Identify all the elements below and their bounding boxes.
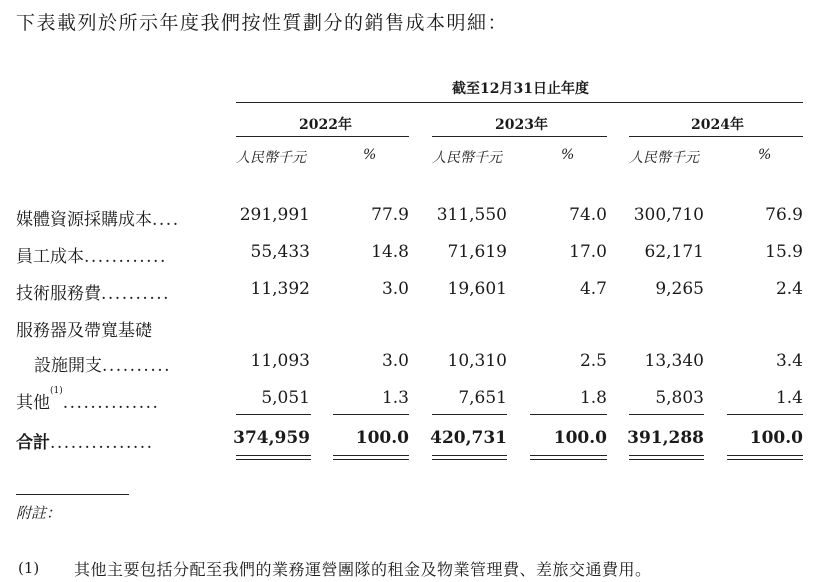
total-double-rule-2022-percent-top — [333, 455, 409, 456]
year-2023: 2023年 — [495, 117, 548, 133]
value-others-2024-percent: 1.4 — [775, 388, 803, 408]
total-2024-amount: 391,288 — [627, 428, 704, 448]
value-staff-2024-amount: 62,171 — [644, 242, 704, 262]
value-tech-2023-percent: 4.7 — [579, 279, 607, 299]
total-double-rule-2022-percent-bottom — [333, 459, 409, 460]
row-label-staff: 員工成本............ — [16, 247, 167, 267]
year-2022: 2022年 — [299, 117, 352, 133]
total-double-rule-2024-percent-top — [727, 455, 803, 456]
value-media-2024-percent: 76.9 — [765, 205, 803, 225]
value-staff-2024-percent: 15.9 — [765, 242, 803, 262]
unit-percent-2023: % — [561, 147, 575, 163]
total-double-rule-2024-percent-bottom — [727, 459, 803, 460]
value-others-2024-amount: 5,803 — [655, 388, 704, 408]
subtotal-rule-2023-percent — [530, 414, 607, 415]
year-rule-2022 — [236, 136, 409, 137]
value-server-2022-percent: 3.0 — [381, 351, 409, 371]
row-label-others: 其他$^{(1)}$.............. — [16, 386, 160, 413]
footnote-number: (1) — [18, 559, 40, 577]
unit-currency-2022: 人民幣千元 — [236, 150, 306, 166]
value-server-2024-amount: 13,340 — [644, 351, 704, 371]
value-staff-2023-amount: 71,619 — [447, 242, 507, 262]
unit-currency-2023: 人民幣千元 — [432, 150, 502, 166]
subtotal-rule-2022-percent — [333, 414, 409, 415]
row-label-total: 合計............... — [16, 433, 154, 453]
year-rule-2023 — [432, 136, 607, 137]
unit-percent-2024: % — [758, 147, 772, 163]
value-server-2022-amount: 11,093 — [250, 351, 310, 371]
total-double-rule-2024-amount-bottom — [629, 459, 704, 460]
value-others-2023-percent: 1.8 — [579, 388, 607, 408]
row-label-tech: 技術服務費.......... — [16, 284, 171, 304]
notes-label: 附註： — [16, 504, 62, 522]
unit-percent-2022: % — [363, 147, 377, 163]
value-server-2024-percent: 3.4 — [775, 351, 803, 371]
total-2022-amount: 374,959 — [233, 428, 310, 448]
value-server-2023-amount: 10,310 — [447, 351, 507, 371]
total-double-rule-2023-percent-top — [530, 455, 607, 456]
value-media-2024-amount: 300,710 — [633, 205, 704, 225]
value-tech-2023-amount: 19,601 — [447, 279, 507, 299]
value-media-2022-amount: 291,991 — [239, 205, 310, 225]
value-others-2023-amount: 7,651 — [458, 388, 507, 408]
value-staff-2022-percent: 14.8 — [371, 242, 409, 262]
subtotal-rule-2022-amount — [236, 414, 311, 415]
row-label-server-line2: 設施開支.......... — [34, 356, 172, 376]
value-media-2023-percent: 74.0 — [569, 205, 607, 225]
subtotal-rule-2024-amount — [629, 414, 704, 415]
total-2023-percent: 100.0 — [553, 428, 607, 448]
year-2024: 2024年 — [691, 117, 744, 133]
total-double-rule-2023-percent-bottom — [530, 459, 607, 460]
total-double-rule-2024-amount-top — [629, 455, 704, 456]
unit-currency-2024: 人民幣千元 — [629, 150, 699, 166]
value-tech-2022-percent: 3.0 — [381, 279, 409, 299]
intro-text: 下表載列於所示年度我們按性質劃分的銷售成本明細： — [16, 12, 509, 34]
value-others-2022-amount: 5,051 — [261, 388, 310, 408]
value-staff-2022-amount: 55,433 — [250, 242, 310, 262]
value-staff-2023-percent: 17.0 — [569, 242, 607, 262]
value-media-2022-percent: 77.9 — [371, 205, 409, 225]
value-tech-2022-amount: 11,392 — [250, 279, 310, 299]
value-server-2023-percent: 2.5 — [579, 351, 607, 371]
total-double-rule-2022-amount-bottom — [236, 459, 311, 460]
total-double-rule-2023-amount-top — [432, 455, 507, 456]
total-2023-amount: 420,731 — [430, 428, 507, 448]
value-media-2023-amount: 311,550 — [436, 205, 507, 225]
period-rule — [236, 102, 803, 103]
row-label-server-line1: 服務器及帶寬基礎 — [16, 321, 152, 341]
year-rule-2024 — [629, 136, 803, 137]
total-double-rule-2022-amount-top — [236, 455, 311, 456]
row-label-media: 媒體資源採購成本.... — [16, 210, 180, 230]
value-tech-2024-percent: 2.4 — [775, 279, 803, 299]
value-others-2022-percent: 1.3 — [381, 388, 409, 408]
value-tech-2024-amount: 9,265 — [655, 279, 704, 299]
footnote-text: 其他主要包括分配至我們的業務運營團隊的租金及物業管理費、差旅交通費用。 — [74, 560, 652, 579]
total-2024-percent: 100.0 — [749, 428, 803, 448]
period-header: 截至12月31日止年度 — [452, 81, 589, 97]
notes-separator — [16, 494, 129, 495]
subtotal-rule-2023-amount — [432, 414, 507, 415]
total-2022-percent: 100.0 — [355, 428, 409, 448]
total-double-rule-2023-amount-bottom — [432, 459, 507, 460]
footnote-ref: (1) — [50, 386, 63, 396]
subtotal-rule-2024-percent — [727, 414, 803, 415]
